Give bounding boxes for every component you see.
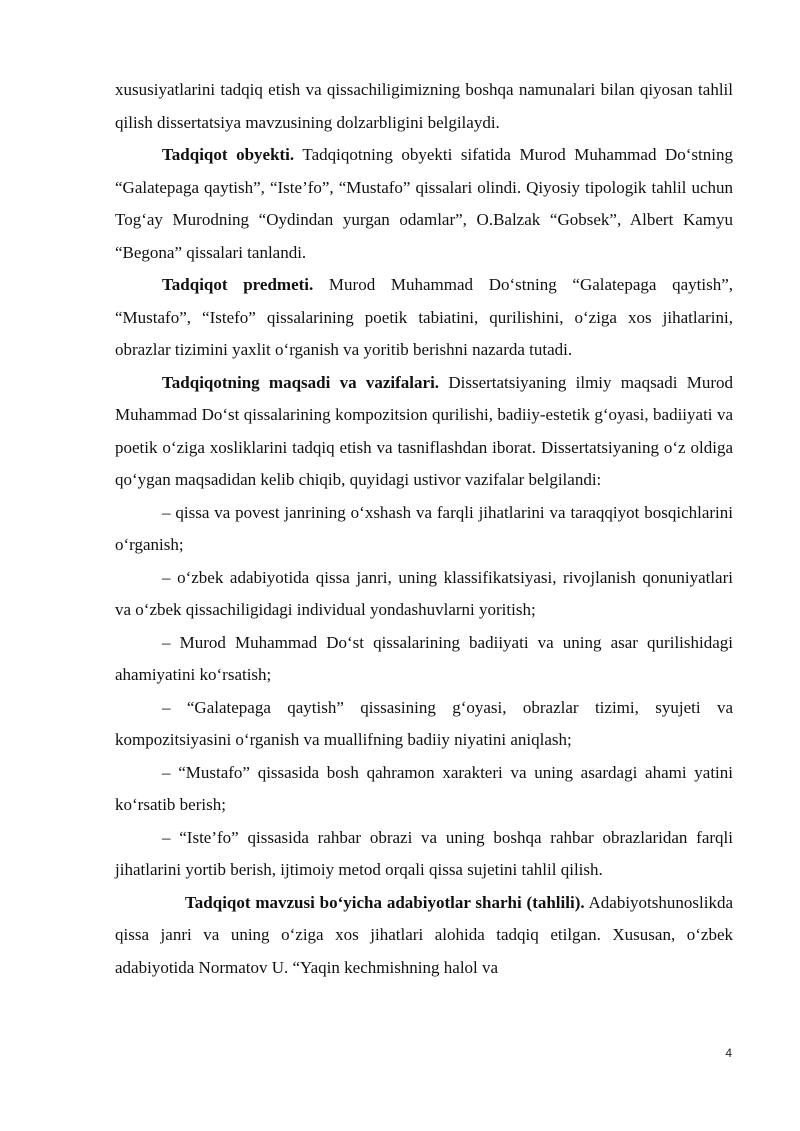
task-item-5: – “Mustafo” qissasida bosh qahramon xarakteri va uning asardagi ahami yatini ko‘rsatib berish; bbox=[115, 762, 733, 814]
task-item-4: – “Galatepaga qaytish” qissasining g‘oyasi, obrazlar tizimi, syujeti va kompozitsiyasini o‘rganish va muallifning badiiy niyatini aniqlash; bbox=[115, 697, 733, 749]
research-subject-text: Murod Muhammad Do‘stning “Galatepaga qaytish”, “Mustafo”, “Istefo” qissalarining poetik tabiatini, qurilishini, o‘ziga xos jihatlarini, obrazlar tizimini yaxlit o‘rganish va yoritib berishni nazarda tutadi. bbox=[115, 275, 734, 359]
research-subject-heading: Tadqiqot predmeti. bbox=[162, 275, 314, 294]
goals-tasks-text: Dissertatsiyaning ilmiy maqsadi Murod Muhammad Do‘st qissalarining kompozitsion qurilishi, badiiy-estetik g‘oyasi, badiiyati va poetik o‘ziga xosliklarini tadqiq etish va tasniflashdan iborat. Dissertatsiyaning o‘z oldiga qo‘ygan maqsadidan kelib chiqib, quyidagi ustivor vazifalar belgilandi: bbox=[115, 372, 734, 489]
research-object-heading: Tadqiqot obyekti. bbox=[162, 145, 295, 164]
literature-review-text: Adabiyotshunoslikda qissa janri va uning o‘ziga xos jihatlari alohida tadqiq etilgan. Xususan, o‘zbek adabiyotida Normatov U. “Yaqin kechmishning halol va bbox=[115, 892, 733, 977]
task-item-2: – o‘zbek adabiyotida qissa janri, uning klassifikatsiyasi, rivojlanish qonuniyatlari va o‘zbek qissachiligidagi individual yondashuvlarni yoritish; bbox=[115, 567, 733, 619]
body-text bbox=[115, 74, 733, 984]
paragraph-goals-tasks bbox=[115, 367, 733, 497]
paragraph-research-subject bbox=[115, 269, 733, 367]
paragraph-relevance-end: xususiyatlarini tadqiq etish va qissachiligimizning boshqa namunalari bilan qiyosan tahlil qilish dissertatsiya mavzusining dolzarbligini belgilaydi. bbox=[115, 80, 733, 132]
research-object-text: Tadqiqotning obyekti sifatida Murod Muhammad Do‘stning “Galatepaga qaytish”, “Iste’fo”, “Mustafo” qissalari olindi. Qiyosiy tipologik tahlil uchun Tog‘ay Murodning “Oydindan yurgan odamlar”, O.Balzak “Gobsek”, Albert Kamyu “Begona” qissalari tanlandi. bbox=[115, 145, 733, 262]
task-item-1: – qissa va povest janrining o‘xshash va farqli jihatlarini va taraqqiyot bosqichlarini o‘rganish; bbox=[115, 502, 733, 554]
paragraph-literature-review bbox=[115, 887, 733, 985]
literature-review-heading: Tadqiqot mavzusi bo‘yicha adabiyotlar sharhi (tahlili). bbox=[185, 892, 585, 912]
task-item-6: – “Iste’fo” qissasida rahbar obrazi va uning boshqa rahbar obrazlaridan farqli jihatlarini yortib berish, ijtimoiy metod orqali qissa sujetini tahlil qilish. bbox=[115, 827, 733, 879]
task-item-3: – Murod Muhammad Do‘st qissalarining badiiyati va uning asar qurilishidagi ahamiyatini ko‘rsatish; bbox=[115, 632, 733, 684]
paragraph-research-object bbox=[115, 139, 733, 269]
goals-tasks-heading: Tadqiqotning maqsadi va vazifalari. bbox=[162, 372, 440, 392]
page-number: 4 bbox=[725, 1046, 732, 1060]
